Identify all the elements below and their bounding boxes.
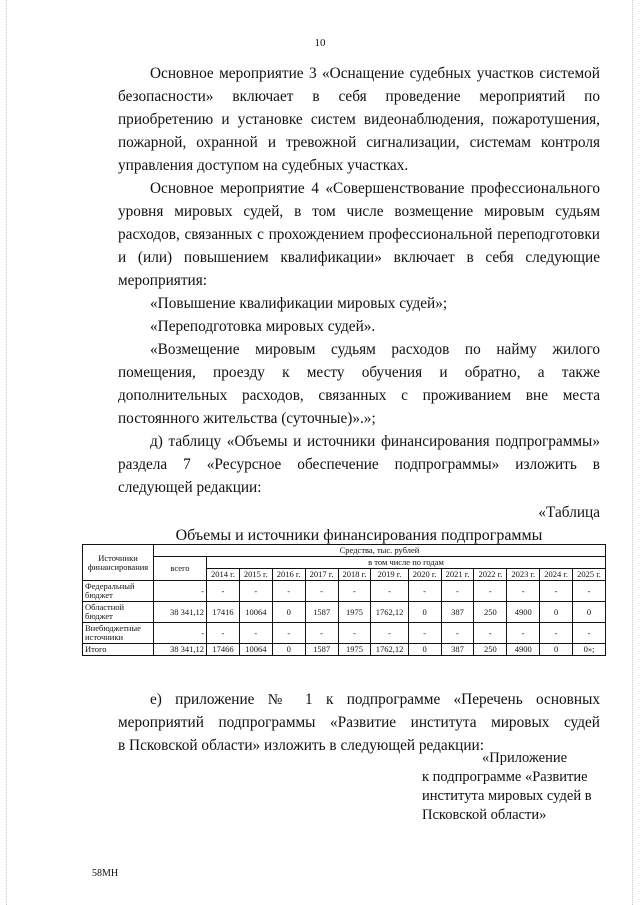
text-line: постоянного жительства (суточные)».»; — [118, 410, 376, 427]
body-text — [118, 62, 600, 499]
year-header: 2015 г. — [239, 569, 272, 581]
financing-table — [82, 544, 606, 656]
row-value: 1975 — [338, 644, 371, 656]
year-header: 2018 г. — [338, 569, 371, 581]
row-value: 1762,12 — [371, 644, 408, 656]
left-margin-edge — [6, 0, 8, 905]
row-value: - — [408, 623, 441, 644]
table-row — [83, 623, 606, 644]
text-line: д) таблицу «Объемы и источники финансирования подпрограммы» — [150, 433, 600, 450]
appendix-line: Псковской области» — [422, 807, 547, 823]
row-value: - — [371, 623, 408, 644]
year-header: 2024 г. — [540, 569, 573, 581]
row-total: - — [154, 623, 207, 644]
text-line: мероприятия: — [118, 272, 207, 289]
row-value: 17466 — [207, 644, 240, 656]
row-value: - — [474, 623, 507, 644]
text-line: безопасности» включает в себя проведение мероприятий по — [118, 88, 600, 105]
row-value: 1975 — [338, 602, 371, 623]
text-line: в Псковской области» изложить в следующей редакции: — [118, 737, 484, 754]
row-value: 250 — [474, 602, 507, 623]
text-line: пожарной, охранной и тревожной сигнализации, системам контроля — [118, 134, 600, 151]
row-value: - — [540, 623, 573, 644]
text-line: уровня мировых судей, в том числе возмещение мировым судьям — [118, 203, 600, 220]
row-value: - — [272, 581, 305, 602]
row-total: - — [154, 581, 207, 602]
amendment-e — [118, 688, 600, 757]
text-line: следующей редакции: — [118, 479, 262, 496]
year-header: 2025 г. — [573, 569, 606, 581]
row-source: Итого — [83, 644, 154, 656]
row-value: - — [540, 581, 573, 602]
row-value: 387 — [441, 602, 474, 623]
table-row — [83, 581, 606, 602]
appendix-line: к подпрограмме «Развитие — [422, 769, 588, 785]
header-means: Средства, тыс. рублей — [154, 545, 606, 557]
appendix-line: института мировых судей в — [422, 788, 592, 804]
text-line: дополнительных расходов, связанных с проживанием вне места — [118, 387, 600, 404]
header-total: всего — [154, 557, 207, 581]
row-value: 0 — [540, 644, 573, 656]
row-value: - — [207, 623, 240, 644]
year-header: 2020 г. — [408, 569, 441, 581]
row-value: 1762,12 — [371, 602, 408, 623]
row-value: 0 — [408, 602, 441, 623]
row-value: - — [573, 623, 606, 644]
row-value: 1587 — [305, 602, 338, 623]
row-value: - — [474, 581, 507, 602]
right-margin-edge — [632, 0, 634, 905]
row-value: 10064 — [239, 602, 272, 623]
row-total: 38 341,12 — [154, 602, 207, 623]
row-value: - — [573, 581, 606, 602]
text-line: помещения, проезду к месту обучения и обратно, а также — [118, 364, 600, 381]
row-source: Внебюджетные источники — [83, 623, 154, 644]
row-value: - — [305, 623, 338, 644]
row-value: 387 — [441, 644, 474, 656]
row-value: - — [371, 581, 408, 602]
year-header: 2023 г. — [507, 569, 540, 581]
row-value: 10064 — [239, 644, 272, 656]
row-value: - — [441, 623, 474, 644]
row-value: 0 — [408, 644, 441, 656]
text-line: Основное мероприятие 3 «Оснащение судебных участков системой — [150, 65, 600, 82]
row-value: - — [272, 623, 305, 644]
row-value: - — [507, 581, 540, 602]
row-total: 38 341,12 — [154, 644, 207, 656]
row-value: 4900 — [507, 644, 540, 656]
appendix-line: «Приложение — [482, 750, 568, 766]
row-value: - — [338, 623, 371, 644]
row-value: 0»; — [573, 644, 606, 656]
text-line: и (или) повышением квалификации» включает в себя следующие — [118, 249, 600, 266]
year-header: 2017 г. — [305, 569, 338, 581]
year-header: 2016 г. — [272, 569, 305, 581]
row-value: - — [239, 581, 272, 602]
row-value: - — [338, 581, 371, 602]
header-source: Источники финансирования — [83, 545, 154, 581]
row-value: 250 — [474, 644, 507, 656]
row-value: - — [207, 581, 240, 602]
text-line: расходов, связанных с прохождением профессиональной переподготовки — [118, 226, 600, 243]
table-title: Объемы и источники финансирования подпрограммы — [175, 527, 543, 544]
row-value: - — [507, 623, 540, 644]
appendix-header — [422, 749, 622, 825]
text-line: раздела 7 «Ресурсное обеспечение подпрограммы» изложить в — [118, 456, 600, 473]
year-header: 2014 г. — [207, 569, 240, 581]
text-line: мероприятий подпрограммы «Развитие института мировых судей — [118, 714, 600, 731]
year-header: 2019 г. — [371, 569, 408, 581]
row-value: 1587 — [305, 644, 338, 656]
text-line: «Возмещение мировым судьям расходов по найму жилого — [150, 341, 600, 358]
row-value: 4900 — [507, 602, 540, 623]
year-header: 2022 г. — [474, 569, 507, 581]
text-line: Основное мероприятие 4 «Совершенствование профессионального — [150, 180, 600, 197]
row-source: Областной бюджет — [83, 602, 154, 623]
text-line: «Переподготовка мировых судей». — [150, 318, 376, 335]
row-value: - — [441, 581, 474, 602]
row-value: 17416 — [207, 602, 240, 623]
text-line: «Повышение квалификации мировых судей»; — [150, 295, 448, 312]
footer-code: 58МН — [92, 868, 119, 879]
year-header: 2021 г. — [441, 569, 474, 581]
row-source: Федеральный бюджет — [83, 581, 154, 602]
row-value: - — [408, 581, 441, 602]
table-label: «Таблица — [538, 504, 600, 521]
row-value: - — [239, 623, 272, 644]
page-number: 10 — [314, 37, 326, 49]
text-line: управления доступом на судебных участках. — [118, 157, 409, 174]
row-value: 0 — [272, 602, 305, 623]
table-row — [83, 602, 606, 623]
text-line: е) приложение № 1 к подпрограмме «Перечень основных — [150, 691, 600, 708]
row-value: 0 — [540, 602, 573, 623]
row-value: 0 — [573, 602, 606, 623]
header-by-year: в том числе по годам — [207, 557, 606, 569]
table-row — [83, 644, 606, 656]
text-line: приобретению и установке систем видеонаблюдения, пожаротушения, — [118, 111, 600, 128]
row-value: 0 — [272, 644, 305, 656]
row-value: - — [305, 581, 338, 602]
